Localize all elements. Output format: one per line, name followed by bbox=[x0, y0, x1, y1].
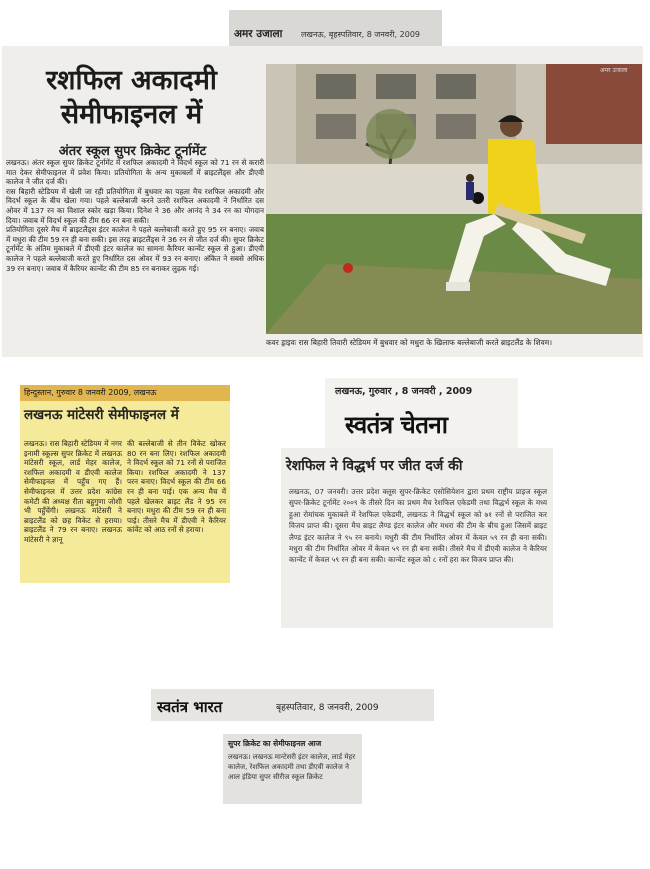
swatantra-chetna-masthead bbox=[325, 378, 518, 448]
article-paragraph: प्रतियोगिता दूसरे मैच में ब्राइटलैंड्स इंटर कालेज ने पहले बल्लेबाजी करते हुए 95 रन बनाए। जवाब में मधुरा की टीम 59 रन ही बना सकी। इस तरह ब्राइटलैंड्स ने 36 रन से जीत दर्ज की। सुपर क्रिकेट टूर्नामेंट के अंतिम मुकाबले में डीएवी इंटर कालेज का सामना कैरियर कान्वेंट स्कूल से हुआ। डीएवी कालेज ने पहले बल्लेबाजी करते हुए निर्धारित दस ओवर में 93 रन बनाए। अंकित ने सबसे अधिक 39 रन बनाए। जवाब में कैरियर कान्वेंट की टीम 85 रन बनाकर लुढ़क गई। bbox=[6, 225, 264, 273]
cricket-batsman-photo bbox=[266, 64, 642, 334]
hindustan-headline: लखनऊ मांटेसरी सेमीफाइनल में bbox=[24, 407, 179, 423]
hindustan-clipping bbox=[20, 385, 230, 583]
swatantra-bharat-logo: स्वतंत्र भारत bbox=[157, 698, 223, 716]
swatantra-bharat-masthead bbox=[151, 689, 434, 721]
swatantra-bharat-body: लखनऊ। लखनऊ मान्टेसरी इंटर कालेज, लार्ड मेहर कालेज, रेशफिल अकादमी तथा डीएवी कालेज ने आल इंडिया सुपर सीरीज स्कूल क्रिकेट bbox=[228, 753, 356, 781]
swatantra-bharat-clipping bbox=[223, 734, 362, 804]
amar-ujala-clipping bbox=[2, 46, 643, 357]
hindustan-dateline: हिन्दुस्तान, गुरुवार 8 जनवरी 2009, लखनऊ bbox=[20, 385, 230, 401]
amar-ujala-article-body bbox=[6, 158, 264, 353]
hindustan-column-2: की बल्लेबाजी से तीन विकेट खोकर 80 रन बना लिए। रशफिल अकादमी ने विदर्भ स्कूल को 71 रनों से पराजित किया। रशफिल अकादमी ने 137 परन बनाए। विदर्भ स्कूल की टीम 66 रन ही बना पाई। एक अन्य मैच में पहले खेलकर ब्राइट लैंड ने 95 रन बनाए। मधुरा की टीम 59 रन ही बना पाई। तीसरे मैच में डीएवी ने कैरियर कांवेंट को आठ रनों से हराया। bbox=[127, 439, 226, 535]
hindustan-column-1: लखनऊ। रास बिहारी स्टेडियम में नगर इनामी स्कूल्स सुपर क्रिकेट में लखनऊ मांटेसरी स्कूल, लार्ड मेहर कालेज, रशफिल अकादमी व डीएवी कालेज सेमीफाइनल में पहुँच गए हैं। सेमीफाइनल में उत्तर प्रदेश कांग्रेस कमेटी की अध्यक्ष रीता बहुगुणा जोशी भी पहुँचेंगी। लखनऊ मांटेसरी ने ब्राइटलैंड को छह विकेट से हराया। ब्राइटलैंड ने 79 रन बनाए। लखनऊ मांटेसरी ने ज्ञानू bbox=[24, 439, 122, 544]
amar-ujala-masthead bbox=[229, 10, 442, 46]
amar-ujala-subhead: अंतर स्कूल सुपर क्रिकेट टूर्नामेंट bbox=[58, 144, 207, 159]
photo-credit: अमर उजाला bbox=[600, 67, 628, 74]
swatantra-chetna-body: लखनऊ, 07 जनवरी। उत्तर प्रदेश क्लूस सुपर-क्रिकेट एसोसियेशन द्वारा प्रथम राष्ट्रीय प्राइज स्कूल सुपर-क्रिकेट टूर्नामेंट २००९ के तीसरे दिन का प्रथम मैच रेशफिल एकेडमी तथा विद्धर्भ स्कूल के मध्य हुआ रोमांचक मुकाबले में रेशफिल एकेडमी, लखनऊ ने विद्धर्भ स्कूल को ७१ रनों से पराजित कर विजय प्राप्त की। दूसरा मैच ब्राइट लैण्ड इंटर कालेज और मधरा की टीम के बीच हुआ जिसमें ब्राइट लैण्ड इंटर कालेज ने ९५ रन बनाये। मधुरी की टीम निर्धारित ओवर में केवल ५९ रन ही बना सकी। मधुरा की टीम निर्धारित ओवर में केवल ५९ रन ही बना सकी। तीसरे मैच में डीएवी कालेज ने कैरियर कान्वेंट में केवल ५९ रन ही बना सकी। कान्वेंट स्कूल को ८ रनों हरा कर विजय प्राप्त की। bbox=[289, 487, 547, 565]
article-paragraph: लखनऊ। अंतर स्कूल सुपर क्रिकेट टूर्नामेंट में रशफिल अकादमी ने विदर्भ स्कूल को 71 रन से करारी मात देकर सेमीफाइनल में प्रवेश किया। प्रतियोगिता के अन्य मुकाबलों में ब्राइटलैंड्स और डीएवी कालेज ने जीत दर्ज की। bbox=[6, 158, 264, 187]
swatantra-chetna-headline: रेशफिल ने विद्धर्भ पर जीत दर्ज की bbox=[286, 458, 463, 474]
photo-caption: कवर ड्राइवः रास बिहारी तिवारी स्टेडियम में बुधवार को मधुरा के खिलाफ बल्लेबाजी करते ब्राइटलैंड के शिवम। bbox=[266, 338, 552, 347]
photo-illustration bbox=[266, 64, 642, 334]
amar-ujala-headline: रशफिल अकादमी सेमीफाइनल में bbox=[46, 65, 217, 130]
swatantra-chetna-clipping bbox=[281, 448, 553, 628]
swatantra-bharat-headline: सुपर क्रिकेट का सेमीफाइनल आज bbox=[228, 739, 322, 748]
article-paragraph: रास बिहारी स्टेडियम में खेली जा रही प्रतियोगिता में बुधवार का पहला मैच रशफिल अकादमी और विदर्भ स्कूल के बीच खेला गया। पहले बल्लेबाजी करने उतरी रशफिल अकादमी ने निर्धारित दस ओवर में 137 रन का विशाल स्कोर खड़ा किया। दिनेश ने 36 और आनंद ने 34 रन का योगदान दिया। जवाब में विदर्भ स्कूल की टीम 66 रन बना सकी। bbox=[6, 186, 264, 225]
swatantra-chetna-logo: स्वतंत्र चेतना bbox=[345, 410, 448, 439]
amar-ujala-dateline: लखनऊ, बृहस्पतिवार, 8 जनवरी, 2009 bbox=[301, 30, 421, 39]
swatantra-bharat-dateline: बृहस्पतिवार, 8 जनवरी, 2009 bbox=[276, 703, 379, 713]
amar-ujala-logo: अमर उजाला bbox=[234, 28, 283, 40]
swatantra-chetna-dateline: लखनऊ, गुरुवार , 8 जनवरी , 2009 bbox=[335, 386, 473, 397]
